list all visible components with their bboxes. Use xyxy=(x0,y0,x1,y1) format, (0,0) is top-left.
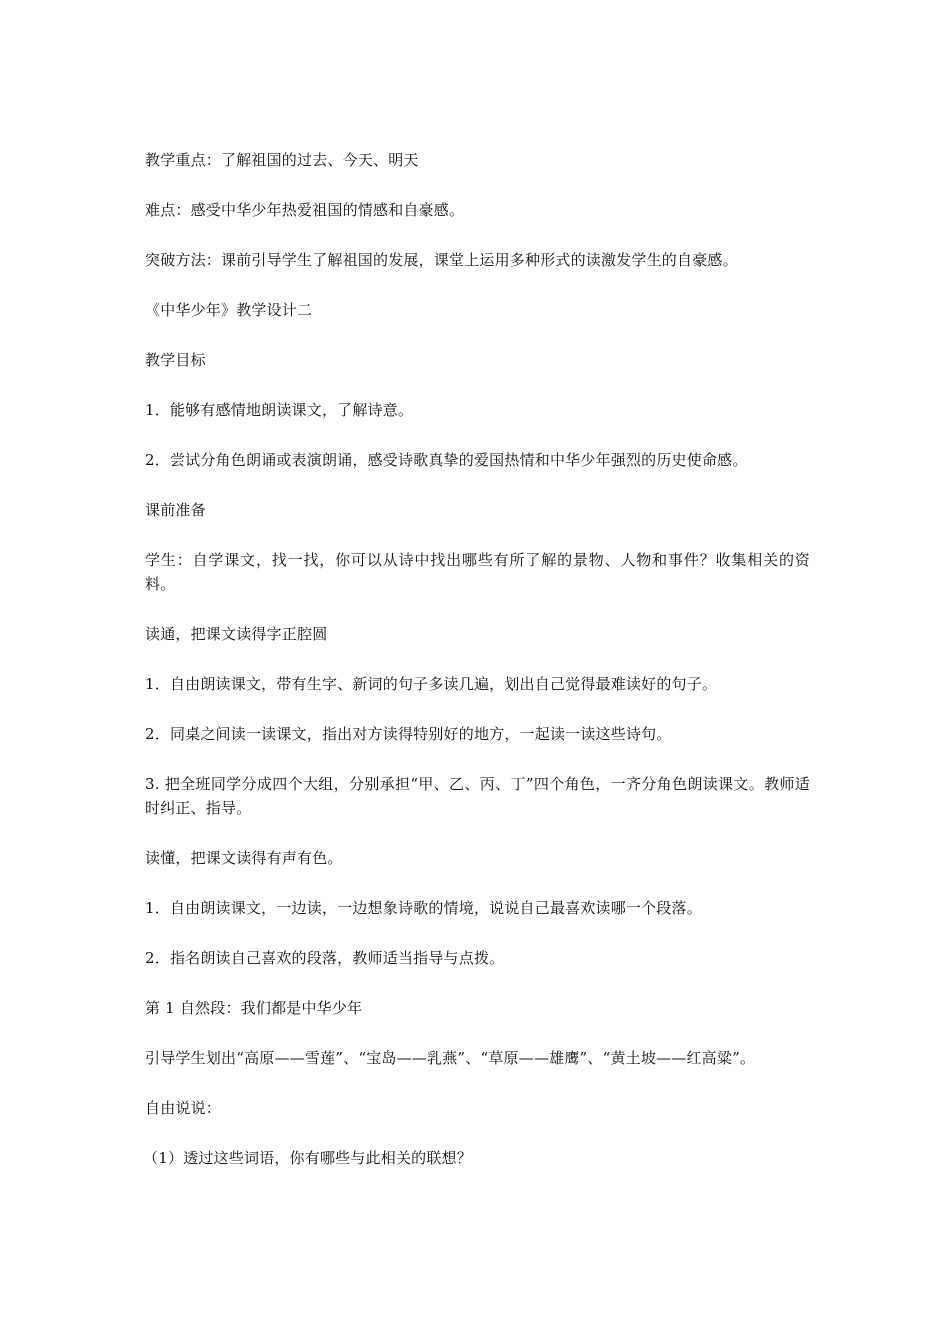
guidance-line: 引导学生划出“高原——雪莲”、“宝岛——乳燕”、“草原——雄鹰”、“黄土坡——红高粱”。 xyxy=(145,1049,756,1067)
section-title: 《中华少年》教学设计二 xyxy=(145,301,313,319)
student-preparation: 学生：自学课文，找一找，你可以从诗中找出哪些有所了解的景物、人物和事件？收集相关的资料。 xyxy=(145,551,810,593)
step-item: 1．自由朗读课文，带有生字、新词的句子多读几遍，划出自己觉得最难读好的句子。 xyxy=(145,675,718,693)
heading-teaching-goals: 教学目标 xyxy=(145,351,206,369)
step-item: 2．指名朗读自己喜欢的段落，教师适当指导与点拨。 xyxy=(145,949,505,967)
free-talk-label: 自由说说： xyxy=(145,1099,222,1117)
step-item: 1．自由朗读课文，一边读，一边想象诗歌的情境，说说自己最喜欢读哪一个段落。 xyxy=(145,899,702,917)
difficulty-line: 难点：感受中华少年热爱祖国的情感和自豪感。 xyxy=(145,201,465,219)
method-line: 突破方法：课前引导学生了解祖国的发展，课堂上运用多种形式的读激发学生的自豪感。 xyxy=(145,251,738,269)
document-body xyxy=(145,148,810,1196)
question-item: （1）透过这些词语，你有哪些与此相关的联想？ xyxy=(143,1149,472,1167)
step-item: 2．同桌之间读一读课文，指出对方读得特别好的地方，一起读一读这些诗句。 xyxy=(145,725,672,743)
goal-item: 1．能够有感情地朗读课文，了解诗意。 xyxy=(145,401,414,419)
step-item: 3. 把全班同学分成四个大组，分别承担“甲、乙、丙、丁”四个角色，一齐分角色朗读课文。教师适时纠正、指导。 xyxy=(145,775,810,817)
paragraph-one-heading: 第 1 自然段：我们都是中华少年 xyxy=(145,999,363,1017)
goal-item: 2．尝试分角色朗诵或表演朗诵，感受诗歌真挚的爱国热情和中华少年强烈的历史使命感。 xyxy=(145,451,748,469)
heading-preparation: 课前准备 xyxy=(145,501,206,519)
heading-understand: 读懂，把课文读得有声有色。 xyxy=(145,849,343,867)
key-point-line: 教学重点：了解祖国的过去、今天、明天 xyxy=(145,151,419,169)
heading-read-through: 读通，把课文读得字正腔圆 xyxy=(145,625,328,643)
